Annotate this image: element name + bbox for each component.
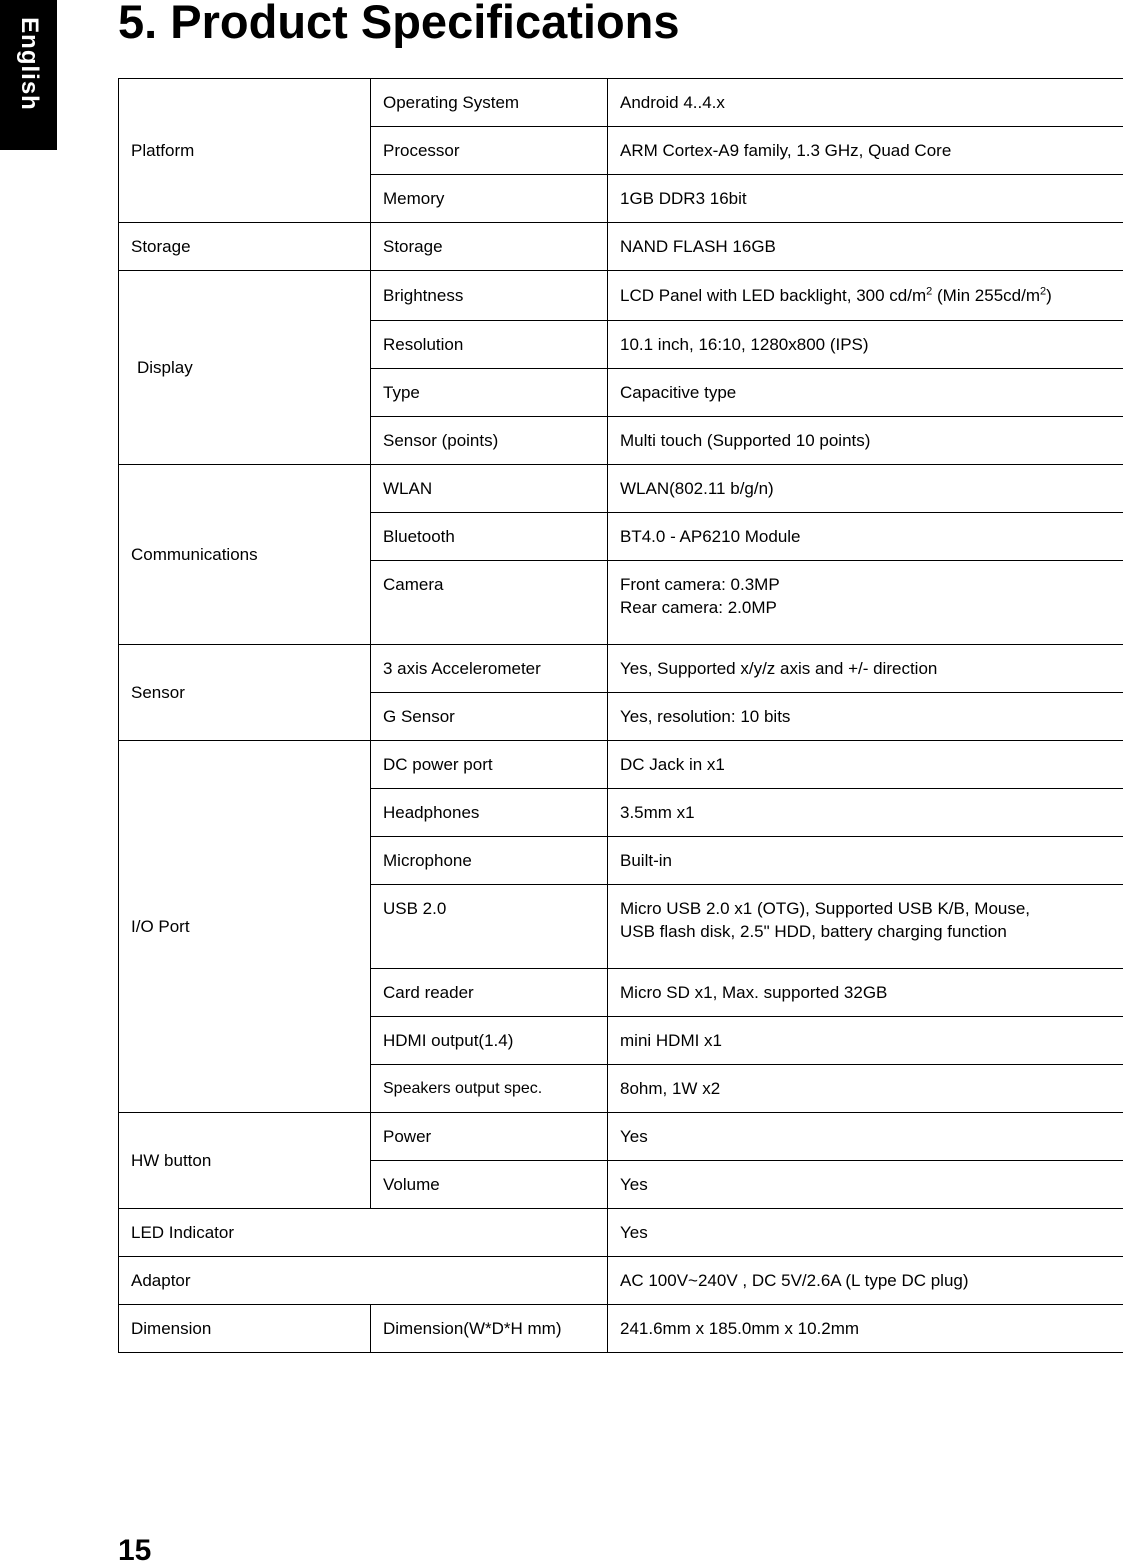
- spec-value: ARM Cortex-A9 family, 1.3 GHz, Quad Core: [608, 127, 1123, 175]
- category-platform: Platform: [119, 79, 371, 223]
- spec-table: [118, 78, 1123, 1353]
- category-communications: Communications: [119, 465, 371, 645]
- spec-label: Operating System: [371, 79, 608, 127]
- page-title: 5. Product Specifications: [118, 0, 680, 49]
- spec-value: Built-in: [608, 837, 1123, 885]
- table-row: [119, 1113, 1123, 1161]
- usb-value-line: USB flash disk, 2.5" HDD, battery charging function: [620, 920, 1111, 943]
- category-display: Display: [119, 271, 371, 465]
- spec-label: Memory: [371, 175, 608, 223]
- table-row: [119, 1305, 1123, 1353]
- spec-value: 1GB DDR3 16bit: [608, 175, 1123, 223]
- spec-value: Yes: [608, 1161, 1123, 1209]
- spec-value: NAND FLASH 16GB: [608, 223, 1123, 271]
- spec-value: Android 4..4.x: [608, 79, 1123, 127]
- spec-label: Sensor (points): [371, 417, 608, 465]
- spec-label: Card reader: [371, 969, 608, 1017]
- spec-label: Headphones: [371, 789, 608, 837]
- spec-value: BT4.0 - AP6210 Module: [608, 513, 1123, 561]
- table-row: [119, 79, 1123, 127]
- spec-label: HDMI output(1.4): [371, 1017, 608, 1065]
- spec-value: Micro SD x1, Max. supported 32GB: [608, 969, 1123, 1017]
- category-led-indicator: LED Indicator: [119, 1209, 608, 1257]
- spec-label: 3 axis Accelerometer: [371, 645, 608, 693]
- category-dimension: Dimension: [119, 1305, 371, 1353]
- spec-value-usb: [608, 885, 1123, 969]
- spec-value: Yes, Supported x/y/z axis and +/- direction: [608, 645, 1123, 693]
- spec-value: 241.6mm x 185.0mm x 10.2mm: [608, 1305, 1123, 1353]
- camera-front: Front camera: 0.3MP: [620, 573, 1111, 596]
- spec-label: Brightness: [371, 271, 608, 321]
- spec-label: DC power port: [371, 741, 608, 789]
- spec-value: Yes: [608, 1113, 1123, 1161]
- table-row: [119, 271, 1123, 321]
- spec-label: USB 2.0: [371, 885, 608, 969]
- spec-label: Dimension(W*D*H mm): [371, 1305, 608, 1353]
- table-row: [119, 1209, 1123, 1257]
- category-storage: Storage: [119, 223, 371, 271]
- language-tab-label: English: [15, 17, 43, 111]
- table-row: [119, 223, 1123, 271]
- spec-label: WLAN: [371, 465, 608, 513]
- superscript: 2: [1040, 285, 1046, 297]
- spec-label: Camera: [371, 561, 608, 645]
- brightness-text: ): [1046, 286, 1052, 305]
- spec-value: AC 100V~240V , DC 5V/2.6A (L type DC plug): [608, 1257, 1123, 1305]
- spec-value: 3.5mm x1: [608, 789, 1123, 837]
- table-row: [119, 1257, 1123, 1305]
- spec-value: Yes, resolution: 10 bits: [608, 693, 1123, 741]
- category-adaptor: Adaptor: [119, 1257, 608, 1305]
- table-row: [119, 645, 1123, 693]
- spec-label: Power: [371, 1113, 608, 1161]
- camera-rear: Rear camera: 2.0MP: [620, 596, 1111, 619]
- spec-label: Microphone: [371, 837, 608, 885]
- brightness-text: (Min 255cd/m: [932, 286, 1040, 305]
- spec-label: Bluetooth: [371, 513, 608, 561]
- superscript: 2: [926, 285, 932, 297]
- table-row: [119, 465, 1123, 513]
- spec-label: Processor: [371, 127, 608, 175]
- spec-label: Type: [371, 369, 608, 417]
- spec-value-brightness: [608, 271, 1123, 321]
- spec-value: Capacitive type: [608, 369, 1123, 417]
- brightness-text: LCD Panel with LED backlight, 300 cd/m: [620, 286, 926, 305]
- spec-value: DC Jack in x1: [608, 741, 1123, 789]
- spec-value-camera: [608, 561, 1123, 645]
- spec-label: Speakers output spec.: [371, 1065, 608, 1113]
- spec-label: Storage: [371, 223, 608, 271]
- spec-label: G Sensor: [371, 693, 608, 741]
- table-row: [119, 741, 1123, 789]
- spec-value: Multi touch (Supported 10 points): [608, 417, 1123, 465]
- spec-value: 10.1 inch, 16:10, 1280x800 (IPS): [608, 321, 1123, 369]
- usb-value-line: Micro USB 2.0 x1 (OTG), Supported USB K/B, Mouse,: [620, 897, 1111, 920]
- category-sensor: Sensor: [119, 645, 371, 741]
- spec-value: 8ohm, 1W x2: [608, 1065, 1123, 1113]
- spec-label: Resolution: [371, 321, 608, 369]
- spec-value: mini HDMI x1: [608, 1017, 1123, 1065]
- page-number: 15: [118, 1534, 151, 1568]
- language-tab: [0, 0, 57, 150]
- category-io-port: I/O Port: [119, 741, 371, 1113]
- spec-label: Volume: [371, 1161, 608, 1209]
- spec-value: Yes: [608, 1209, 1123, 1257]
- category-hw-button: HW button: [119, 1113, 371, 1209]
- spec-value: WLAN(802.11 b/g/n): [608, 465, 1123, 513]
